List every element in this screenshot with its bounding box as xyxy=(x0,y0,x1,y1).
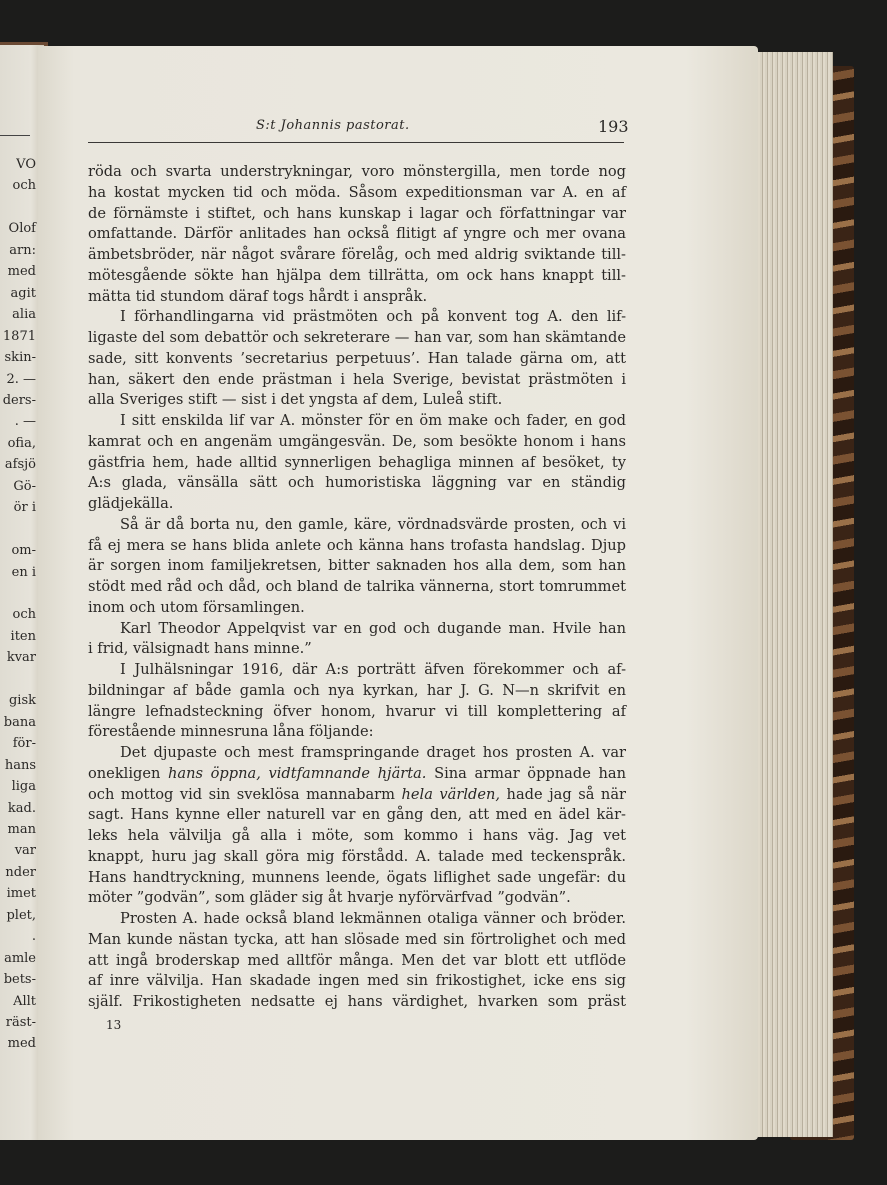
text-segment: förestående minnesruna låna följande: xyxy=(88,723,374,741)
text-segment: I Julhälsningar 1916, där A:s porträtt äfven förekommer och af- xyxy=(120,661,626,678)
text-line xyxy=(88,350,626,367)
text-line xyxy=(88,225,626,242)
text-segment: stödt med råd och dåd, och bland de talrika vännerna, stort tomrummet xyxy=(88,578,626,595)
text-segment: Man kunde nästan tycka, att han slösade med sin förtrolighet och med xyxy=(88,930,626,948)
text-line xyxy=(88,869,626,886)
left-page-fragment: iten xyxy=(10,628,36,644)
text-line xyxy=(88,184,626,201)
text-segment: längre lefnadsteckning öfver honom, hvarur vi till komplettering af xyxy=(88,702,626,720)
left-page-fragment: Gö- xyxy=(13,478,36,494)
text-segment: Så är då borta nu, den gamle, käre, vördnadsvärde prosten, och vi xyxy=(120,515,626,533)
text-line xyxy=(88,578,626,595)
text-line xyxy=(88,454,626,471)
text-line xyxy=(88,848,626,865)
text-segment: leks hela välvilja gå alla i möte, som kommo i hans väg. Jag vet xyxy=(88,827,626,844)
text-segment: Prosten A. hade också bland lekmännen otaliga vänner och bröder. xyxy=(120,910,626,927)
text-segment: af inre välvilja. Han skadade ingen med sin frikostighet, icke ens sig xyxy=(88,972,626,990)
left-page-fragment: skin- xyxy=(4,350,36,366)
left-page-fragment: agit xyxy=(10,285,36,301)
text-segment: bildningar af både gamla och nya kyrkan, har J. G. N—n skrifvit en xyxy=(88,681,626,699)
left-page-fragment: . — xyxy=(14,414,36,430)
text-segment: knappt, huru jag skall göra mig förstådd. A. talade med teckenspråk. xyxy=(88,847,626,865)
left-page-fragment: amle xyxy=(4,950,36,966)
left-page-fragment: 1871 xyxy=(2,328,36,344)
running-head: S:t Johannis pastorat. xyxy=(256,118,410,133)
text-segment: är sorgen inom familjekretsen, bitter saknaden hos alla dem, som han xyxy=(88,557,626,575)
left-page-fragment: afsjö xyxy=(4,457,36,473)
text-line xyxy=(88,308,626,325)
left-page-fragment: med xyxy=(7,1036,36,1052)
left-page-fragment: alia xyxy=(12,307,36,323)
text-line xyxy=(88,786,626,803)
left-page-fragment: hans xyxy=(4,757,36,773)
left-page-fragment: ders- xyxy=(2,392,36,408)
left-page-fragment: plet, xyxy=(6,907,36,923)
text-line xyxy=(88,827,626,844)
text-line xyxy=(88,267,626,284)
text-segment: Hans handtryckning, munnens leende, ögats liflighet sade ungefär: du xyxy=(88,868,626,886)
text-segment: gästfria hem, hade alltid synnerligen behagliga minnen af besöket, ty xyxy=(88,453,626,471)
left-page-fragment: en i xyxy=(11,564,36,580)
left-page-fragment: kvar xyxy=(6,650,36,666)
text-segment: I förhandlingarna vid prästmöten och på konvent tog A. den lif- xyxy=(120,308,626,326)
left-page-fragment: var xyxy=(14,843,36,859)
text-segment: Det djupaste och mest framspringande draget hos prosten A. var xyxy=(120,744,626,761)
text-segment: och mottog vid sin sveklösa mannabarm xyxy=(88,785,402,803)
left-page-fragment: med xyxy=(7,264,36,280)
text-line xyxy=(88,910,626,927)
text-line xyxy=(88,972,626,989)
text-segment: omfattande. Därför anlitades han också flitigt af yngre och mer ovana xyxy=(88,225,626,243)
text-line xyxy=(88,329,626,346)
text-segment: ligaste del som debattör och sekreterare — han var, som han skämtande xyxy=(88,329,626,346)
text-segment: kamrat och en angenäm umgängesvän. De, som besökte honom i hans xyxy=(88,432,626,450)
text-line xyxy=(88,205,626,222)
left-page-fragment: om- xyxy=(11,543,36,559)
page-edges xyxy=(745,52,833,1137)
text-segment: Karl Theodor Appelqvist var en god och dugande man. Hvile han xyxy=(120,619,626,637)
text-segment: han, säkert den ende prästman i hela Sverige, bevistat prästmöten i xyxy=(88,370,626,388)
text-line xyxy=(88,412,626,429)
text-segment: hade jag så när xyxy=(500,785,626,803)
text-segment: mötesgående sökte han hjälpa dem tillrätta, om ock hans knappt till- xyxy=(88,266,626,284)
text-segment: att ingå broderskap med alltför många. Men det var blott ett utflöde xyxy=(88,951,626,969)
text-segment: I sitt enskilda lif var A. mönster för en öm make och fader, en god xyxy=(120,412,626,429)
left-page-fragment: VO xyxy=(16,157,36,172)
text-line xyxy=(88,474,626,491)
head-rule xyxy=(88,142,624,143)
left-page-fragment: räst- xyxy=(5,1015,36,1030)
text-segment: alla Sveriges stift — sist i det yngsta af dem, Luleå stift. xyxy=(88,391,503,409)
left-page-fragment: för- xyxy=(12,736,36,752)
text-line xyxy=(88,288,626,305)
italic-text: hans öppna, vidtfamnande hjärta. xyxy=(168,764,427,782)
left-page-fragment: liga xyxy=(11,779,36,795)
signature-mark: 13 xyxy=(106,1018,122,1032)
left-page-fragment: bana xyxy=(3,714,36,730)
left-page-fragment: och xyxy=(12,607,36,623)
left-page-fragment: man xyxy=(7,821,36,837)
text-segment: ha kostat mycken tid och möda. Såsom expeditionsman var A. en af xyxy=(88,183,626,201)
text-line xyxy=(88,640,626,657)
text-segment: ämbetsbröder, när något svårare förelåg, och med aldrig sviktande till- xyxy=(88,246,626,263)
text-line xyxy=(88,931,626,948)
text-line xyxy=(88,246,626,263)
text-line xyxy=(88,703,626,720)
text-segment: de förnämste i stiftet, och hans kunskap i lagar och författningar var xyxy=(88,204,626,222)
text-segment: sade, sitt konvents ’secretarius perpetuus’. Han talade gärna om, att xyxy=(88,349,626,367)
text-line xyxy=(88,433,626,450)
text-segment: röda och svarta understrykningar, voro mönstergilla, men torde nog xyxy=(88,163,626,180)
text-segment: glädjekälla. xyxy=(88,495,174,512)
text-line xyxy=(88,391,626,408)
left-page-fragment: Olof xyxy=(8,221,36,237)
text-line xyxy=(88,889,626,906)
left-page-fragment: och xyxy=(12,178,36,194)
left-page-fragment: Allt xyxy=(13,993,36,1009)
text-line xyxy=(88,806,626,823)
left-page-fragment: kad. xyxy=(7,800,36,816)
left-page-fragment: bets- xyxy=(3,972,36,988)
text-line xyxy=(88,537,626,554)
text-segment: möter ”godvän”, som gläder sig åt hvarje nyförvärfvad ”godvän”. xyxy=(88,889,571,907)
text-segment: sagt. Hans kynne eller naturell var en gång den, att med en ädel kär- xyxy=(88,806,626,824)
text-line xyxy=(88,682,626,699)
text-line xyxy=(88,744,626,761)
left-page-fragment: gisk xyxy=(8,693,36,709)
text-line xyxy=(88,661,626,678)
text-segment: själf. Frikostigheten nedsatte ej hans värdighet, hvarken som präst xyxy=(88,993,626,1010)
left-page-fragment: . xyxy=(31,929,36,945)
text-segment: få ej mera se hans blida anlete och känna hans trofasta handslag. Djup xyxy=(88,536,626,554)
text-segment: inom och utom församlingen. xyxy=(88,598,305,616)
page-number: 193 xyxy=(598,117,629,136)
left-page-fragment: ör i xyxy=(13,500,36,516)
text-line xyxy=(88,557,626,574)
text-segment: mätta tid stundom däraf togs hårdt i anspråk. xyxy=(88,287,428,305)
left-page-fragment: arn: xyxy=(9,242,36,258)
text-line xyxy=(88,765,626,782)
left-page-fragment: nder xyxy=(5,864,36,880)
text-line xyxy=(88,723,626,740)
text-line xyxy=(88,516,626,533)
text-line xyxy=(88,495,626,512)
text-line xyxy=(88,371,626,388)
left-head-rule xyxy=(0,135,30,136)
text-line xyxy=(88,599,626,616)
left-page-fragment: 2. — xyxy=(6,371,36,387)
text-segment: A:s glada, vänsälla sätt och humoristiska läggning var en ständig xyxy=(88,474,626,492)
left-page-fragment: imet xyxy=(6,886,36,902)
text-segment: onekligen xyxy=(88,764,169,782)
text-line xyxy=(88,163,626,180)
text-line xyxy=(88,993,626,1010)
text-segment: Sina armar öppnade han xyxy=(426,764,626,782)
text-line xyxy=(88,620,626,637)
text-segment: i frid, välsignadt hans minne.” xyxy=(88,640,312,658)
italic-text: hela världen, xyxy=(401,785,501,803)
text-line xyxy=(88,952,626,969)
left-page-fragment: ofia, xyxy=(7,435,36,451)
